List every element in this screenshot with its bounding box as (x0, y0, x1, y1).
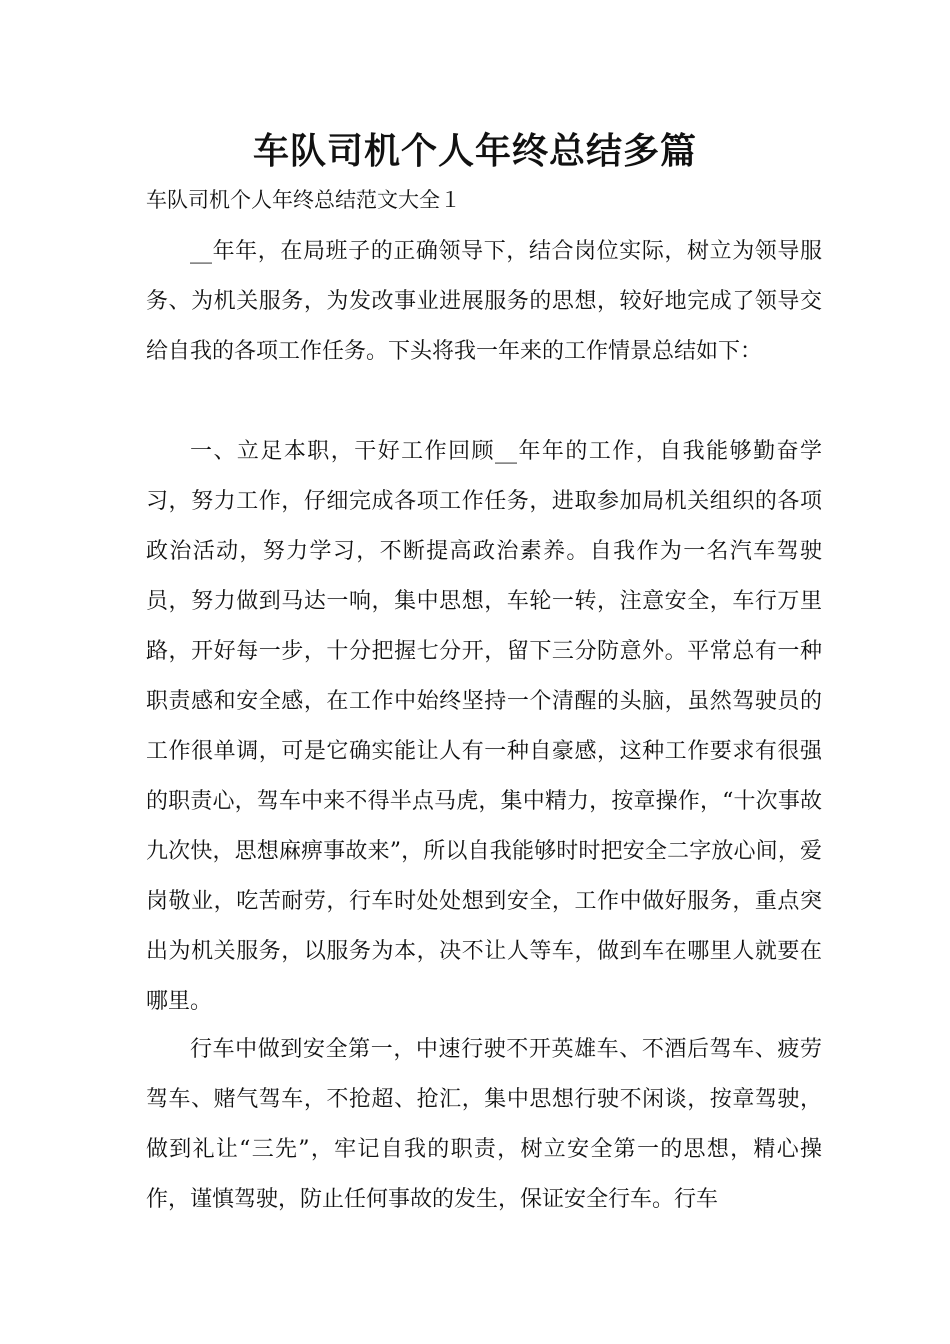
body-paragraph: __年年，在局班子的正确领导下，结合岗位实际，树立为领导服务、为机关服务，为发改事业进展服务的思想，较好地完成了领导交给自我的各项工作任务。下头将我一年来的工作情景总结如下： (146, 239, 822, 364)
body-paragraph: 一、立足本职，干好工作回顾__年年的工作，自我能够勤奋学习，努力工作，仔细完成各项工作任务，进取参加局机关组织的各项政治活动，努力学习，不断提高政治素养。自我作为一名汽车驾驶员，努力做到马达一响，集中思想，车轮一转，注意安全，车行万里路，开好每一步，十分把握七分开，留下三分防意外。平常总有一种职责感和安全感，在工作中始终坚持一个清醒的头脑，虽然驾驶员的工作很单调，可是它确实能让人有一种自豪感，这种工作要求有很强的职责心，驾车中来不得半点马虎，集中精力，按章操作，“十次事故九次快，思想麻痹事故来”，所以自我能够时时把安全二字放心间，爱岗敬业，吃苦耐劳，行车时处处想到安全，工作中做好服务，重点突出为机关服务，以服务为本，决不让人等车，做到车在哪里人就要在哪里。 (146, 439, 822, 1014)
document-subtitle: 车队司机个人年终总结范文大全１ (146, 188, 461, 212)
body-paragraph: 行车中做到安全第一，中速行驶不开英雄车、不酒后驾车、疲劳驾车、赌气驾车，不抢超、抢汇，集中思想行驶不闲谈，按章驾驶，做到礼让“三先”，牢记自我的职责，树立安全第一的思想，精心操作，谨慎驾驶，防止任何事故的发生，保证安全行车。行车 (146, 1037, 822, 1212)
document-title: 车队司机个人年终总结多篇 (252, 131, 697, 172)
